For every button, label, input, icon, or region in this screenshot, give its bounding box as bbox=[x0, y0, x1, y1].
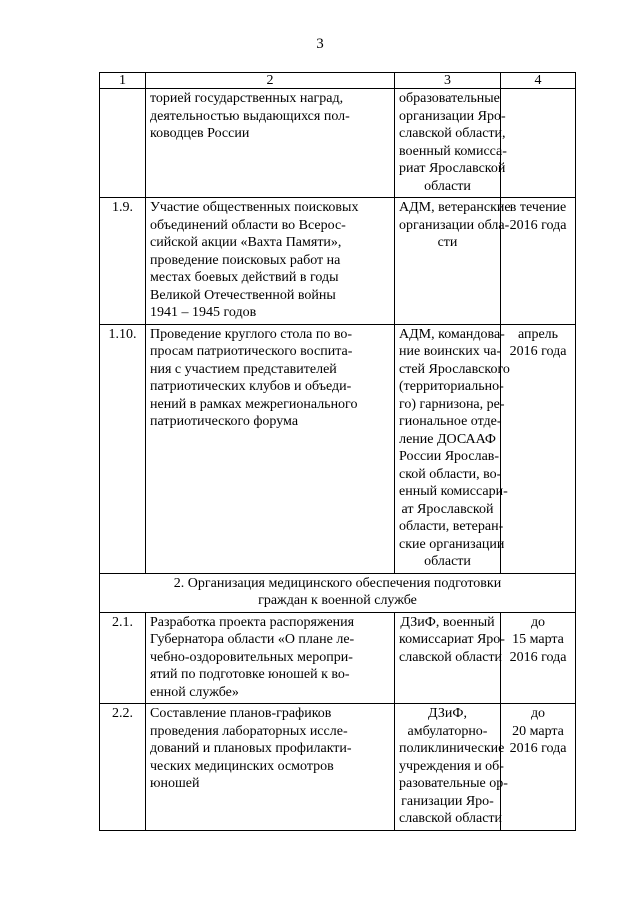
item-executors-line: стей Ярославского bbox=[399, 361, 510, 377]
section-title bbox=[100, 573, 576, 612]
item-description-line: патриотических клубов и объеди- bbox=[150, 379, 352, 394]
item-executors-line: ганизации Яро- bbox=[401, 793, 494, 809]
item-executors-line: комиссариат Яро- bbox=[399, 632, 505, 647]
item-executors-line: России Ярослав- bbox=[399, 449, 500, 464]
item-executors bbox=[395, 89, 507, 198]
item-description-line: Участие общественных поисковых bbox=[150, 200, 359, 215]
item-executors-line: (территориально- bbox=[399, 379, 504, 394]
item-description-line: торией государственных наград, bbox=[150, 91, 344, 106]
item-description-line: деятельностью выдающихся пол- bbox=[150, 108, 350, 124]
item-description-line: нений в рамках межрегионального bbox=[150, 396, 358, 412]
item-description-line: местах боевых действий в годы bbox=[150, 270, 339, 285]
table-header-row bbox=[100, 73, 576, 89]
item-number bbox=[100, 89, 146, 198]
item-number: 1.10. bbox=[100, 324, 146, 573]
item-executors-line: славской области bbox=[399, 811, 503, 826]
item-executors bbox=[395, 704, 508, 831]
item-executors-line: сти bbox=[437, 235, 458, 250]
item-deadline bbox=[501, 704, 576, 831]
item-description-line: сийской акции «Вахта Памяти», bbox=[150, 235, 342, 250]
item-description-line: юношей bbox=[150, 776, 200, 791]
item-description-line: Губернатора области «О плане ле- bbox=[150, 632, 355, 647]
item-executors bbox=[395, 612, 505, 704]
table-row bbox=[100, 198, 576, 325]
item-deadline-line: 2016 года bbox=[509, 217, 567, 233]
item-executors-line: поликлинические bbox=[399, 741, 505, 756]
item-deadline-line: 2016 года bbox=[509, 649, 567, 665]
item-description-line: проведение поисковых работ на bbox=[150, 252, 341, 268]
item-number: 2.1. bbox=[100, 612, 146, 704]
item-executors-line: го) гарнизона, ре- bbox=[399, 396, 505, 412]
item-executors-line: АДМ, командова- bbox=[399, 326, 505, 342]
table-row bbox=[100, 89, 576, 198]
table-row bbox=[100, 704, 576, 831]
item-description bbox=[146, 324, 395, 573]
item-executors-line: славской области, bbox=[399, 126, 506, 141]
item-description-line: дований и плановых профилакти- bbox=[150, 741, 352, 756]
item-executors-line: организации обла- bbox=[399, 217, 510, 233]
item-deadline bbox=[501, 324, 576, 573]
item-deadline-line: 20 марта bbox=[512, 723, 564, 739]
section-row bbox=[100, 573, 576, 612]
item-executors-line: риат Ярославской bbox=[399, 161, 506, 176]
item-number: 2.2. bbox=[100, 704, 146, 831]
item-executors-line: ат Ярославской bbox=[401, 501, 494, 517]
table-row bbox=[100, 324, 576, 573]
item-deadline-line: 2016 года bbox=[509, 741, 567, 756]
header-cell-2: 2 bbox=[146, 73, 395, 89]
item-description bbox=[146, 612, 395, 704]
item-deadline-line: 2016 года bbox=[509, 344, 567, 359]
item-executors-line: разовательные ор- bbox=[399, 776, 508, 791]
item-description-line: 1941 – 1945 годов bbox=[150, 305, 257, 320]
item-executors-line: области bbox=[424, 554, 471, 569]
item-description-line: патриотического форума bbox=[150, 414, 299, 429]
item-deadline-line: 15 марта bbox=[512, 632, 564, 647]
item-executors-line: ские организации bbox=[399, 536, 505, 552]
item-deadline-line: апрель bbox=[517, 326, 559, 342]
item-executors-line: образовательные bbox=[399, 91, 500, 106]
section-title-line: граждан к военной службе bbox=[258, 593, 417, 608]
item-executors-line: ние воинских ча- bbox=[399, 344, 502, 359]
item-description-line: Проведение круглого стола по во- bbox=[150, 326, 353, 342]
item-description bbox=[146, 198, 395, 325]
item-description-line: Разработка проекта распоряжения bbox=[150, 614, 355, 630]
item-deadline bbox=[501, 612, 576, 704]
item-description-line: Великой Отечественной войны bbox=[150, 287, 336, 303]
item-executors bbox=[395, 198, 511, 325]
item-executors-line: енный комиссари- bbox=[399, 484, 508, 499]
item-number: 1.9. bbox=[100, 198, 146, 325]
item-deadline-line: до bbox=[530, 614, 546, 630]
item-deadline-line: до bbox=[530, 706, 546, 721]
item-description-line: енной службе» bbox=[150, 684, 239, 700]
item-executors-line: области, ветеран- bbox=[399, 519, 504, 534]
header-cell-3: 3 bbox=[395, 73, 501, 89]
section-title-line: 2. Организация медицинского обеспечения подготовки bbox=[173, 575, 502, 591]
item-executors-line: амбулаторно- bbox=[407, 723, 488, 739]
item-executors-line: ление ДОСААФ bbox=[399, 431, 496, 447]
item-description-line: чебно-оздоровительных меропри- bbox=[150, 649, 353, 665]
item-executors-line: гиональное отде- bbox=[399, 414, 502, 429]
item-executors bbox=[395, 324, 510, 573]
item-description-line: ятий по подготовке юношей к во- bbox=[150, 667, 350, 682]
item-description-line: проведения лабораторных иссле- bbox=[150, 723, 348, 739]
item-executors-line: ДЗиФ, bbox=[428, 706, 467, 721]
item-description-line: просам патриотического воспита- bbox=[150, 344, 353, 359]
item-deadline bbox=[501, 198, 576, 325]
item-description-line: ческих медицинских осмотров bbox=[150, 758, 334, 774]
item-deadline-line: в течение bbox=[509, 200, 567, 215]
item-executors-line: области bbox=[424, 178, 471, 194]
item-description bbox=[146, 704, 395, 831]
item-executors-line: учреждения и об- bbox=[399, 758, 504, 774]
table-row bbox=[100, 612, 576, 704]
item-executors-line: ДЗиФ, военный bbox=[400, 614, 495, 630]
item-executors-line: организации Яро- bbox=[399, 108, 506, 124]
header-cell-1: 1 bbox=[100, 73, 146, 89]
item-description bbox=[146, 89, 395, 198]
item-description-line: ководцев России bbox=[150, 126, 250, 141]
item-description-line: Составление планов-графиков bbox=[150, 706, 332, 721]
item-description-line: объединений области во Всерос- bbox=[150, 217, 346, 233]
item-deadline bbox=[501, 89, 576, 198]
page-number: 3 bbox=[316, 36, 324, 52]
item-executors-line: славской области bbox=[399, 649, 503, 665]
plan-table bbox=[99, 72, 576, 831]
item-executors-line: ской области, во- bbox=[399, 466, 502, 482]
item-executors-line: военный комисса- bbox=[399, 143, 507, 159]
item-description-line: ния с участием представителей bbox=[150, 361, 337, 377]
header-cell-4: 4 bbox=[501, 73, 576, 89]
item-executors-line: АДМ, ветеранские bbox=[399, 200, 511, 215]
